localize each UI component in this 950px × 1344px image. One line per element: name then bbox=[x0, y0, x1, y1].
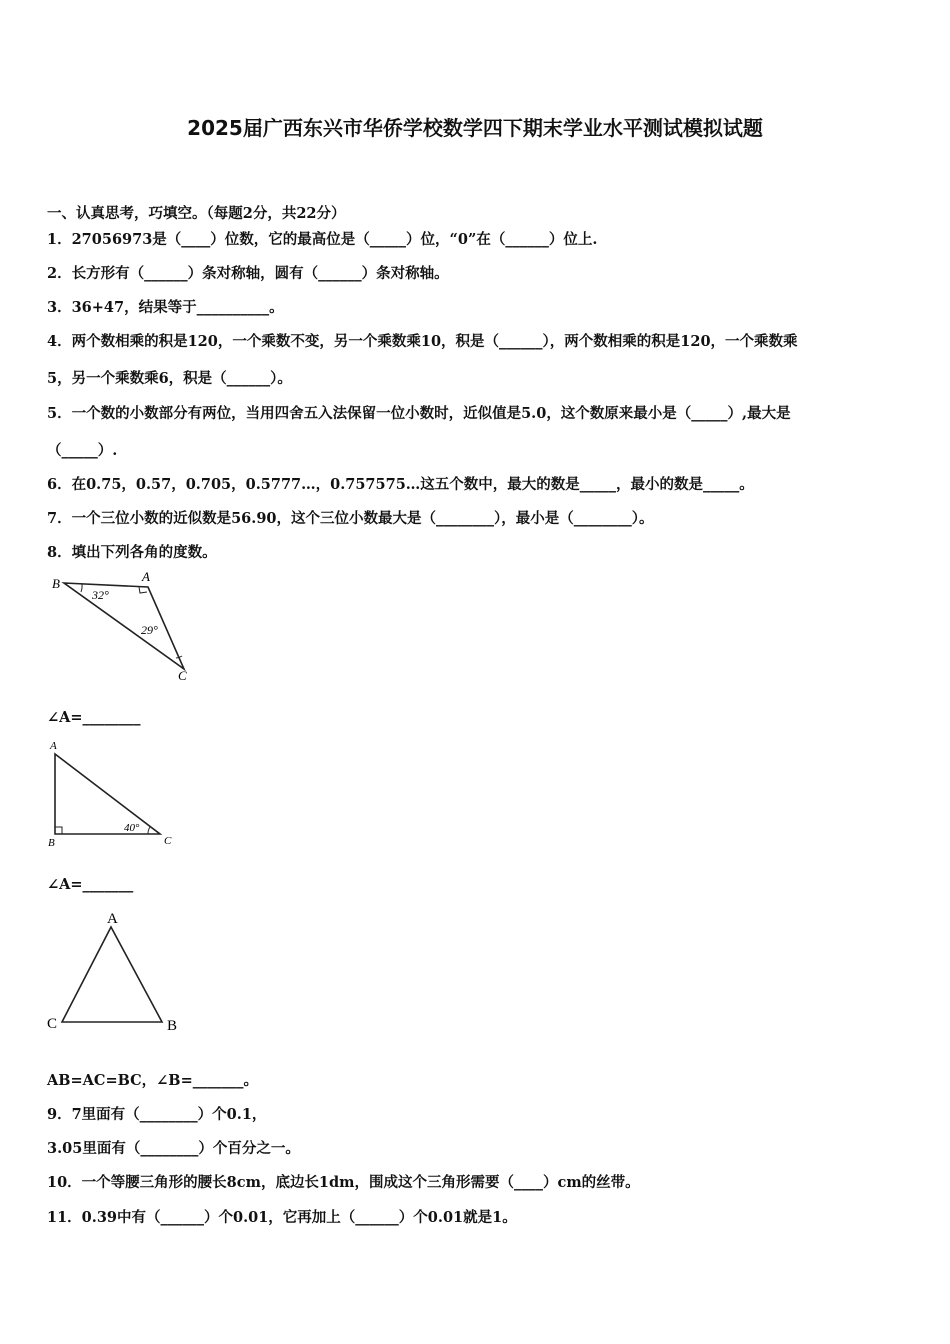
vertex-a-label: A bbox=[50, 740, 57, 752]
vertex-c-label: C bbox=[47, 1016, 58, 1032]
vertex-b-label: B bbox=[48, 837, 55, 849]
question-9-line-2: 3.05里面有（________）个百分之一。 bbox=[47, 1140, 300, 1157]
question-2: 2．长方形有（______）条对称轴，圆有（______）条对称轴。 bbox=[47, 265, 449, 282]
vertex-c-label: C bbox=[178, 668, 187, 683]
question-5-line-2: （_____）. bbox=[47, 442, 118, 459]
vertex-b-label: B bbox=[52, 576, 60, 591]
angle-a-answer-1: ∠A=________ bbox=[47, 709, 141, 726]
question-11: 11．0.39中有（______）个0.01，它再加上（______）个0.01就是1。 bbox=[47, 1209, 517, 1226]
question-4-line-1: 4．两个数相乘的积是120，一个乘数不变，另一个乘数乘10，积是（______），两个数相乘的积是120，一个乘数乘 bbox=[47, 333, 798, 350]
vertex-b-label: B bbox=[167, 1018, 178, 1034]
question-8: 8．填出下列各角的度数。 bbox=[47, 544, 217, 561]
triangle-figure-2 bbox=[44, 736, 184, 852]
question-5-line-1: 5．一个数的小数部分有两位，当用四舍五入法保留一位小数时，近似值是5.0，这个数原来最小是（_____）,最大是 bbox=[47, 405, 791, 422]
question-10: 10．一个等腰三角形的腰长8cm，底边长1dm，围成这个三角形需要（____）cm的丝带。 bbox=[47, 1174, 640, 1191]
vertex-a-label: A bbox=[142, 569, 150, 584]
triangle-figure-1 bbox=[46, 568, 196, 683]
equilateral-answer: AB=AC=BC，∠B=_______。 bbox=[47, 1072, 258, 1089]
question-9-line-1: 9．7里面有（________）个0.1， bbox=[47, 1106, 267, 1123]
page-title: 2025届广西东兴市华侨学校数学四下期末学业水平测试模拟试题 bbox=[187, 116, 763, 140]
vertex-c-label: C bbox=[164, 835, 172, 847]
section-heading: 一、认真思考，巧填空。（每题2分，共22分） bbox=[47, 205, 346, 222]
question-3: 3．36+47，结果等于__________。 bbox=[47, 299, 284, 316]
vertex-a-label: A bbox=[107, 911, 118, 927]
angle-c-label: 29° bbox=[141, 623, 158, 637]
question-6: 6．在0.75，0.57，0.705，0.5777…，0.757575…这五个数中，最大的数是_____，最小的数是_____。 bbox=[47, 476, 754, 493]
angle-c-label: 40° bbox=[124, 822, 140, 834]
question-7: 7．一个三位小数的近似数是56.90，这个三位小数最大是（________），最小是（________）。 bbox=[47, 510, 654, 527]
angle-a-answer-2: ∠A=_______ bbox=[47, 876, 134, 893]
question-4-line-2: 5，另一个乘数乘6，积是（______）。 bbox=[47, 370, 292, 387]
triangle-figure-3 bbox=[44, 906, 194, 1036]
angle-b-label: 32° bbox=[92, 588, 109, 602]
question-1: 1．27056973是（____）位数，它的最高位是（_____）位，“0”在（______）位上. bbox=[47, 231, 598, 248]
